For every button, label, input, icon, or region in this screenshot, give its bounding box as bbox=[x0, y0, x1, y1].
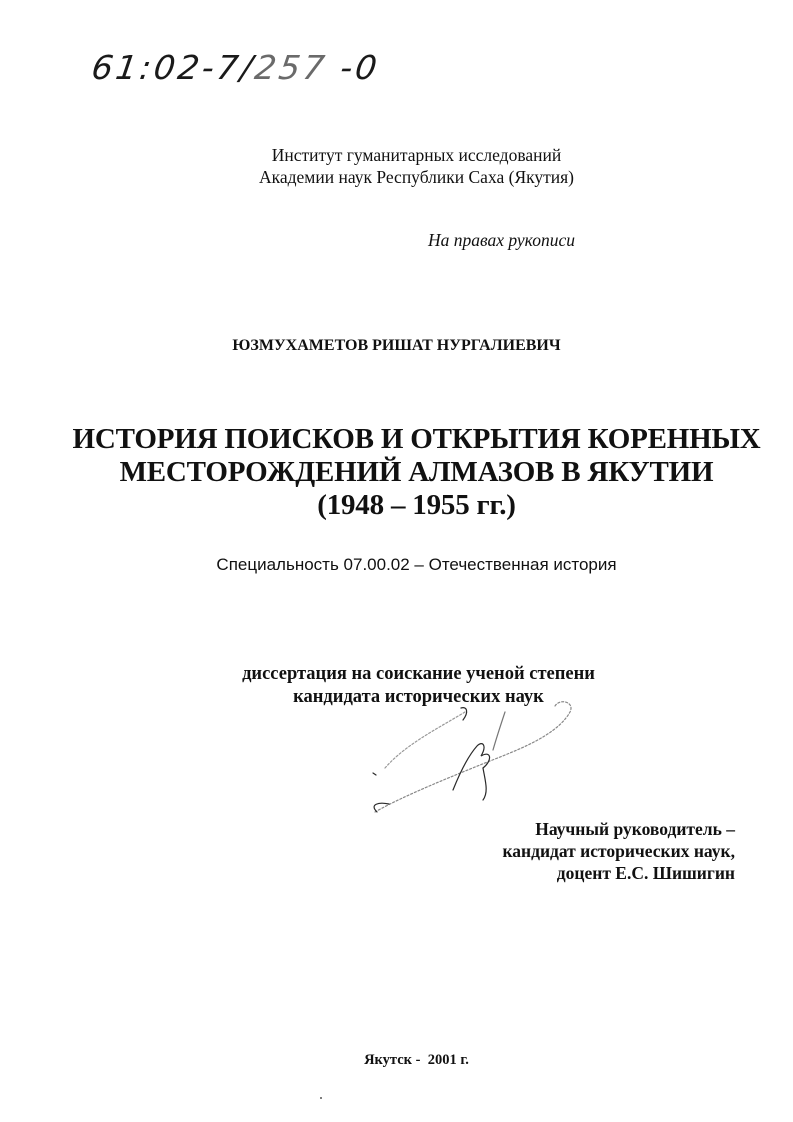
specialty-line: Специальность 07.00.02 – Отечественная история bbox=[216, 555, 617, 574]
institute-block bbox=[20, 144, 793, 188]
dissertation-title bbox=[20, 423, 793, 522]
signature-icon bbox=[365, 700, 585, 820]
title-line-2: МЕСТОРОЖДЕНИЙ АЛМАЗОВ В ЯКУТИИ bbox=[119, 456, 714, 488]
supervisor-line-1: Научный руководитель – bbox=[535, 819, 735, 839]
degree-line-1: диссертация на соискание ученой степени bbox=[242, 664, 595, 684]
archive-code-faint: 257 bbox=[252, 48, 330, 87]
institute-line-1: Институт гуманитарных исследований bbox=[271, 145, 562, 165]
title-line-3: (1948 – 1955 гг.) bbox=[317, 489, 516, 521]
archive-code-main: 61:02-7/ bbox=[89, 48, 258, 87]
archive-code-handwritten bbox=[89, 48, 382, 87]
institute-line-2: Академии наук Республики Саха (Якутия) bbox=[258, 167, 575, 187]
supervisor-line-2: кандидат исторических наук, bbox=[502, 841, 735, 861]
supervisor-line-3: доцент Е.С. Шишигин bbox=[556, 863, 735, 883]
rights-note: На правах рукописи bbox=[428, 230, 575, 250]
city-year: Якутск - 2001 г. bbox=[364, 1052, 469, 1068]
title-line-1: ИСТОРИЯ ПОИСКОВ И ОТКРЫТИЯ КОРЕННЫХ bbox=[72, 423, 761, 455]
degree-line-2: кандидата исторических наук bbox=[293, 687, 544, 707]
scan-speck bbox=[320, 1097, 322, 1099]
author-name: ЮЗМУХАМЕТОВ РИШАТ НУРГАЛИЕВИЧ bbox=[232, 337, 561, 354]
supervisor-block bbox=[502, 818, 735, 884]
archive-code-tail: -0 bbox=[324, 48, 383, 87]
